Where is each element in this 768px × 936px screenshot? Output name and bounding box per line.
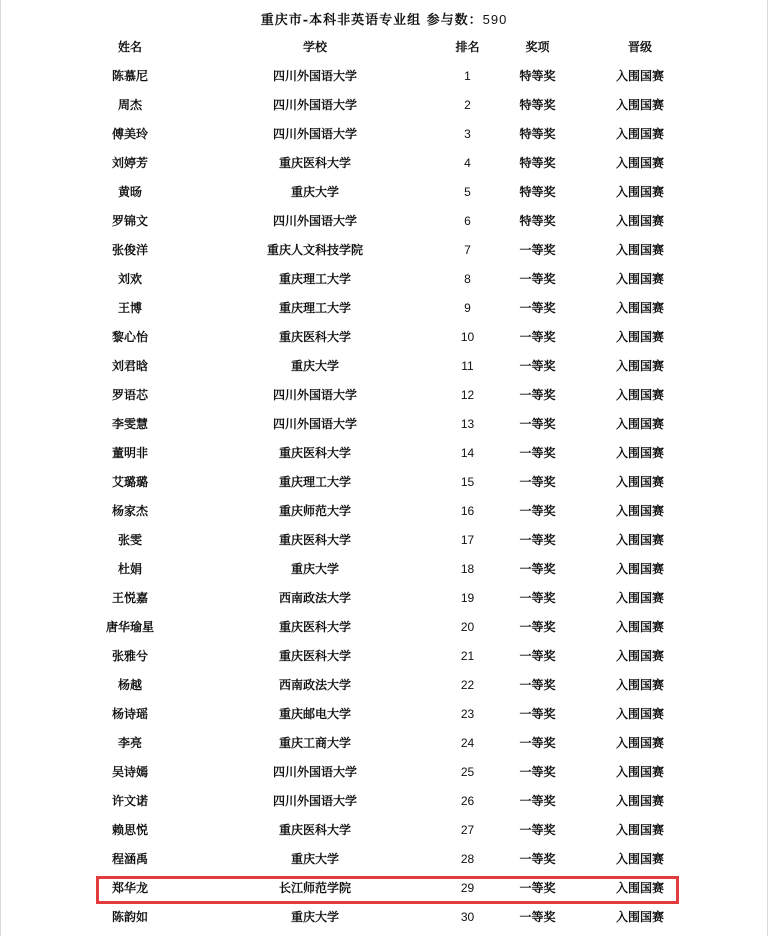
cell-school: 重庆大学: [290, 910, 339, 924]
cell-school: 重庆师范大学: [278, 504, 351, 518]
cell-name: 罗语芯: [111, 388, 148, 402]
cell-name: 许文诺: [111, 794, 148, 808]
cell-award: 一等奖: [519, 620, 556, 634]
cell-school: 四川外国语大学: [272, 417, 357, 431]
header-rank: 排名: [455, 39, 480, 54]
cell-award: 一等奖: [519, 446, 556, 460]
cell-name: 黄旸: [117, 185, 142, 199]
cell-level: 入围国赛: [615, 765, 664, 779]
cell-award: 一等奖: [519, 591, 556, 605]
cell-level: 入围国赛: [615, 649, 664, 663]
cell-award: 一等奖: [519, 765, 556, 779]
cell-level: 入围国赛: [615, 504, 664, 518]
cell-rank: 24: [460, 735, 475, 750]
cell-rank: 9: [464, 300, 471, 315]
cell-level: 入围国赛: [615, 330, 664, 344]
table-row: [0, 670, 768, 699]
cell-school: 重庆人文科技学院: [266, 243, 363, 257]
cell-level: 入围国赛: [615, 156, 664, 170]
table-row: [0, 815, 768, 844]
cell-rank: 20: [460, 619, 475, 634]
cell-school: 重庆医科大学: [278, 533, 351, 547]
cell-rank: 8: [464, 271, 471, 286]
cell-level: 入围国赛: [615, 272, 664, 286]
cell-name: 刘欢: [117, 272, 142, 286]
table-row: [0, 757, 768, 786]
cell-rank: 30: [460, 909, 475, 924]
cell-level: 入围国赛: [615, 707, 664, 721]
table-row: [0, 496, 768, 525]
table-row: [0, 641, 768, 670]
cell-award: 一等奖: [519, 736, 556, 750]
cell-award: 特等奖: [519, 98, 556, 112]
cell-school: 重庆理工大学: [278, 272, 351, 286]
header-school: 学校: [302, 39, 327, 54]
cell-name: 郑华龙: [111, 881, 148, 895]
cell-name: 黎心怡: [111, 330, 148, 344]
table-row: [0, 293, 768, 322]
cell-level: 入围国赛: [615, 417, 664, 431]
cell-rank: 18: [460, 561, 475, 576]
cell-rank: 21: [460, 648, 475, 663]
cell-school: 重庆医科大学: [278, 620, 351, 634]
cell-award: 一等奖: [519, 649, 556, 663]
cell-name: 杨家杰: [111, 504, 148, 518]
cell-award: 一等奖: [519, 794, 556, 808]
table-row: [0, 235, 768, 264]
cell-award: 特等奖: [519, 69, 556, 83]
cell-rank: 28: [460, 851, 475, 866]
cell-school: 重庆理工大学: [278, 301, 351, 315]
cell-school: 重庆理工大学: [278, 475, 351, 489]
cell-rank: 15: [460, 474, 475, 489]
cell-school: 重庆医科大学: [278, 446, 351, 460]
cell-school: 重庆大学: [290, 562, 339, 576]
cell-name: 艾璐璐: [111, 475, 148, 489]
cell-award: 一等奖: [519, 417, 556, 431]
table-row: [0, 902, 768, 931]
cell-name: 杜娟: [117, 562, 142, 576]
cell-name: 杨诗瑶: [111, 707, 148, 721]
cell-level: 入围国赛: [615, 678, 664, 692]
table-row: [0, 467, 768, 496]
highlight-box: [96, 876, 679, 904]
cell-rank: 22: [460, 677, 475, 692]
cell-rank: 17: [460, 532, 475, 547]
cell-rank: 14: [460, 445, 475, 460]
cell-award: 一等奖: [519, 272, 556, 286]
cell-level: 入围国赛: [615, 910, 664, 924]
cell-school: 四川外国语大学: [272, 794, 357, 808]
cell-rank: 12: [460, 387, 475, 402]
cell-level: 入围国赛: [615, 736, 664, 750]
table-row: [0, 90, 768, 119]
cell-level: 入围国赛: [615, 243, 664, 257]
cell-name: 傅美玲: [111, 127, 148, 141]
table-row: [0, 351, 768, 380]
cell-award: 一等奖: [519, 475, 556, 489]
cell-award: 一等奖: [519, 533, 556, 547]
cell-level: 入围国赛: [615, 620, 664, 634]
table-row: [0, 438, 768, 467]
cell-rank: 7: [464, 242, 471, 257]
cell-name: 张雯: [117, 533, 142, 547]
cell-award: 一等奖: [519, 243, 556, 257]
cell-rank: 5: [464, 184, 471, 199]
cell-level: 入围国赛: [615, 214, 664, 228]
cell-level: 入围国赛: [615, 852, 664, 866]
cell-school: 西南政法大学: [278, 678, 351, 692]
cell-rank: 3: [464, 126, 471, 141]
cell-name: 杨越: [117, 678, 142, 692]
cell-award: 特等奖: [519, 156, 556, 170]
cell-school: 重庆大学: [290, 359, 339, 373]
cell-name: 赖思悦: [111, 823, 148, 837]
table-row: [0, 322, 768, 351]
cell-school: 四川外国语大学: [272, 765, 357, 779]
cell-award: 特等奖: [519, 214, 556, 228]
cell-award: 一等奖: [519, 823, 556, 837]
cell-school: 重庆工商大学: [278, 736, 351, 750]
cell-award: 一等奖: [519, 852, 556, 866]
cell-level: 入围国赛: [615, 591, 664, 605]
cell-level: 入围国赛: [615, 823, 664, 837]
cell-rank: 1: [464, 68, 471, 83]
cell-level: 入围国赛: [615, 794, 664, 808]
cell-name: 刘婷芳: [111, 156, 148, 170]
cell-level: 入围国赛: [615, 127, 664, 141]
cell-award: 特等奖: [519, 127, 556, 141]
cell-level: 入围国赛: [615, 359, 664, 373]
cell-rank: 13: [460, 416, 475, 431]
table-row: [0, 148, 768, 177]
cell-school: 四川外国语大学: [272, 388, 357, 402]
cell-award: 一等奖: [519, 678, 556, 692]
table-row: [0, 786, 768, 815]
cell-award: 一等奖: [519, 388, 556, 402]
participant-count: 590: [482, 12, 508, 27]
cell-rank: 25: [460, 764, 475, 779]
cell-name: 唐华瑜星: [105, 620, 154, 634]
header-name: 姓名: [117, 39, 142, 54]
header-award: 奖项: [525, 39, 550, 54]
table-row: [0, 583, 768, 612]
page-title: [0, 9, 768, 28]
cell-school: 重庆邮电大学: [278, 707, 351, 721]
cell-rank: 29: [460, 880, 475, 895]
cell-name: 张雅兮: [111, 649, 148, 663]
table-row: [0, 206, 768, 235]
title-text: 重庆市-本科非英语专业组 参与数：: [260, 13, 483, 28]
cell-level: 入围国赛: [615, 301, 664, 315]
cell-name: 陈慕尼: [111, 69, 148, 83]
cell-name: 周杰: [117, 98, 142, 112]
table-row: [0, 409, 768, 438]
cell-school: 重庆医科大学: [278, 156, 351, 170]
table-row: [0, 61, 768, 90]
cell-name: 李雯慧: [111, 417, 148, 431]
table-row: [0, 728, 768, 757]
cell-school: 重庆大学: [290, 185, 339, 199]
table-row: [0, 177, 768, 206]
cell-name: 罗锦文: [111, 214, 148, 228]
cell-rank: 19: [460, 590, 475, 605]
cell-rank: 23: [460, 706, 475, 721]
cell-school: 四川外国语大学: [272, 127, 357, 141]
cell-award: 一等奖: [519, 301, 556, 315]
cell-rank: 6: [464, 213, 471, 228]
cell-school: 西南政法大学: [278, 591, 351, 605]
cell-name: 王悦嘉: [111, 591, 148, 605]
cell-name: 吴诗嫣: [111, 765, 148, 779]
cell-name: 陈韵如: [111, 910, 148, 924]
table-row: [0, 612, 768, 641]
cell-rank: 11: [461, 358, 474, 373]
cell-school: 重庆大学: [290, 852, 339, 866]
cell-level: 入围国赛: [615, 446, 664, 460]
cell-level: 入围国赛: [615, 475, 664, 489]
cell-school: 长江师范学院: [278, 881, 351, 895]
cell-name: 李亮: [117, 736, 142, 750]
cell-name: 张俊洋: [111, 243, 148, 257]
cell-level: 入围国赛: [615, 881, 664, 895]
table-header: [0, 34, 768, 58]
cell-school: 四川外国语大学: [272, 214, 357, 228]
cell-name: 王博: [117, 301, 142, 315]
cell-school: 重庆医科大学: [278, 823, 351, 837]
table-row: [0, 699, 768, 728]
cell-award: 特等奖: [519, 185, 556, 199]
table-row: [0, 264, 768, 293]
cell-level: 入围国赛: [615, 98, 664, 112]
cell-level: 入围国赛: [615, 388, 664, 402]
cell-name: 刘君晗: [111, 359, 148, 373]
cell-rank: 16: [460, 503, 475, 518]
cell-award: 一等奖: [519, 330, 556, 344]
cell-rank: 26: [460, 793, 475, 808]
cell-award: 一等奖: [519, 881, 556, 895]
cell-school: 重庆医科大学: [278, 649, 351, 663]
table-row: [0, 119, 768, 148]
table-row: [0, 844, 768, 873]
cell-level: 入围国赛: [615, 533, 664, 547]
cell-rank: 2: [464, 97, 471, 112]
table-row: [0, 554, 768, 583]
cell-award: 一等奖: [519, 707, 556, 721]
cell-award: 一等奖: [519, 910, 556, 924]
table-row: [0, 380, 768, 409]
cell-rank: 27: [460, 822, 475, 837]
cell-level: 入围国赛: [615, 69, 664, 83]
cell-school: 四川外国语大学: [272, 69, 357, 83]
cell-level: 入围国赛: [615, 185, 664, 199]
cell-level: 入围国赛: [615, 562, 664, 576]
header-level: 晋级: [627, 39, 652, 54]
table-row: [0, 525, 768, 554]
cell-name: 董明非: [111, 446, 148, 460]
cell-school: 重庆医科大学: [278, 330, 351, 344]
cell-school: 四川外国语大学: [272, 98, 357, 112]
cell-rank: 4: [464, 155, 471, 170]
cell-award: 一等奖: [519, 562, 556, 576]
cell-name: 程涵禹: [111, 852, 148, 866]
cell-rank: 10: [460, 329, 475, 344]
cell-award: 一等奖: [519, 504, 556, 518]
cell-award: 一等奖: [519, 359, 556, 373]
